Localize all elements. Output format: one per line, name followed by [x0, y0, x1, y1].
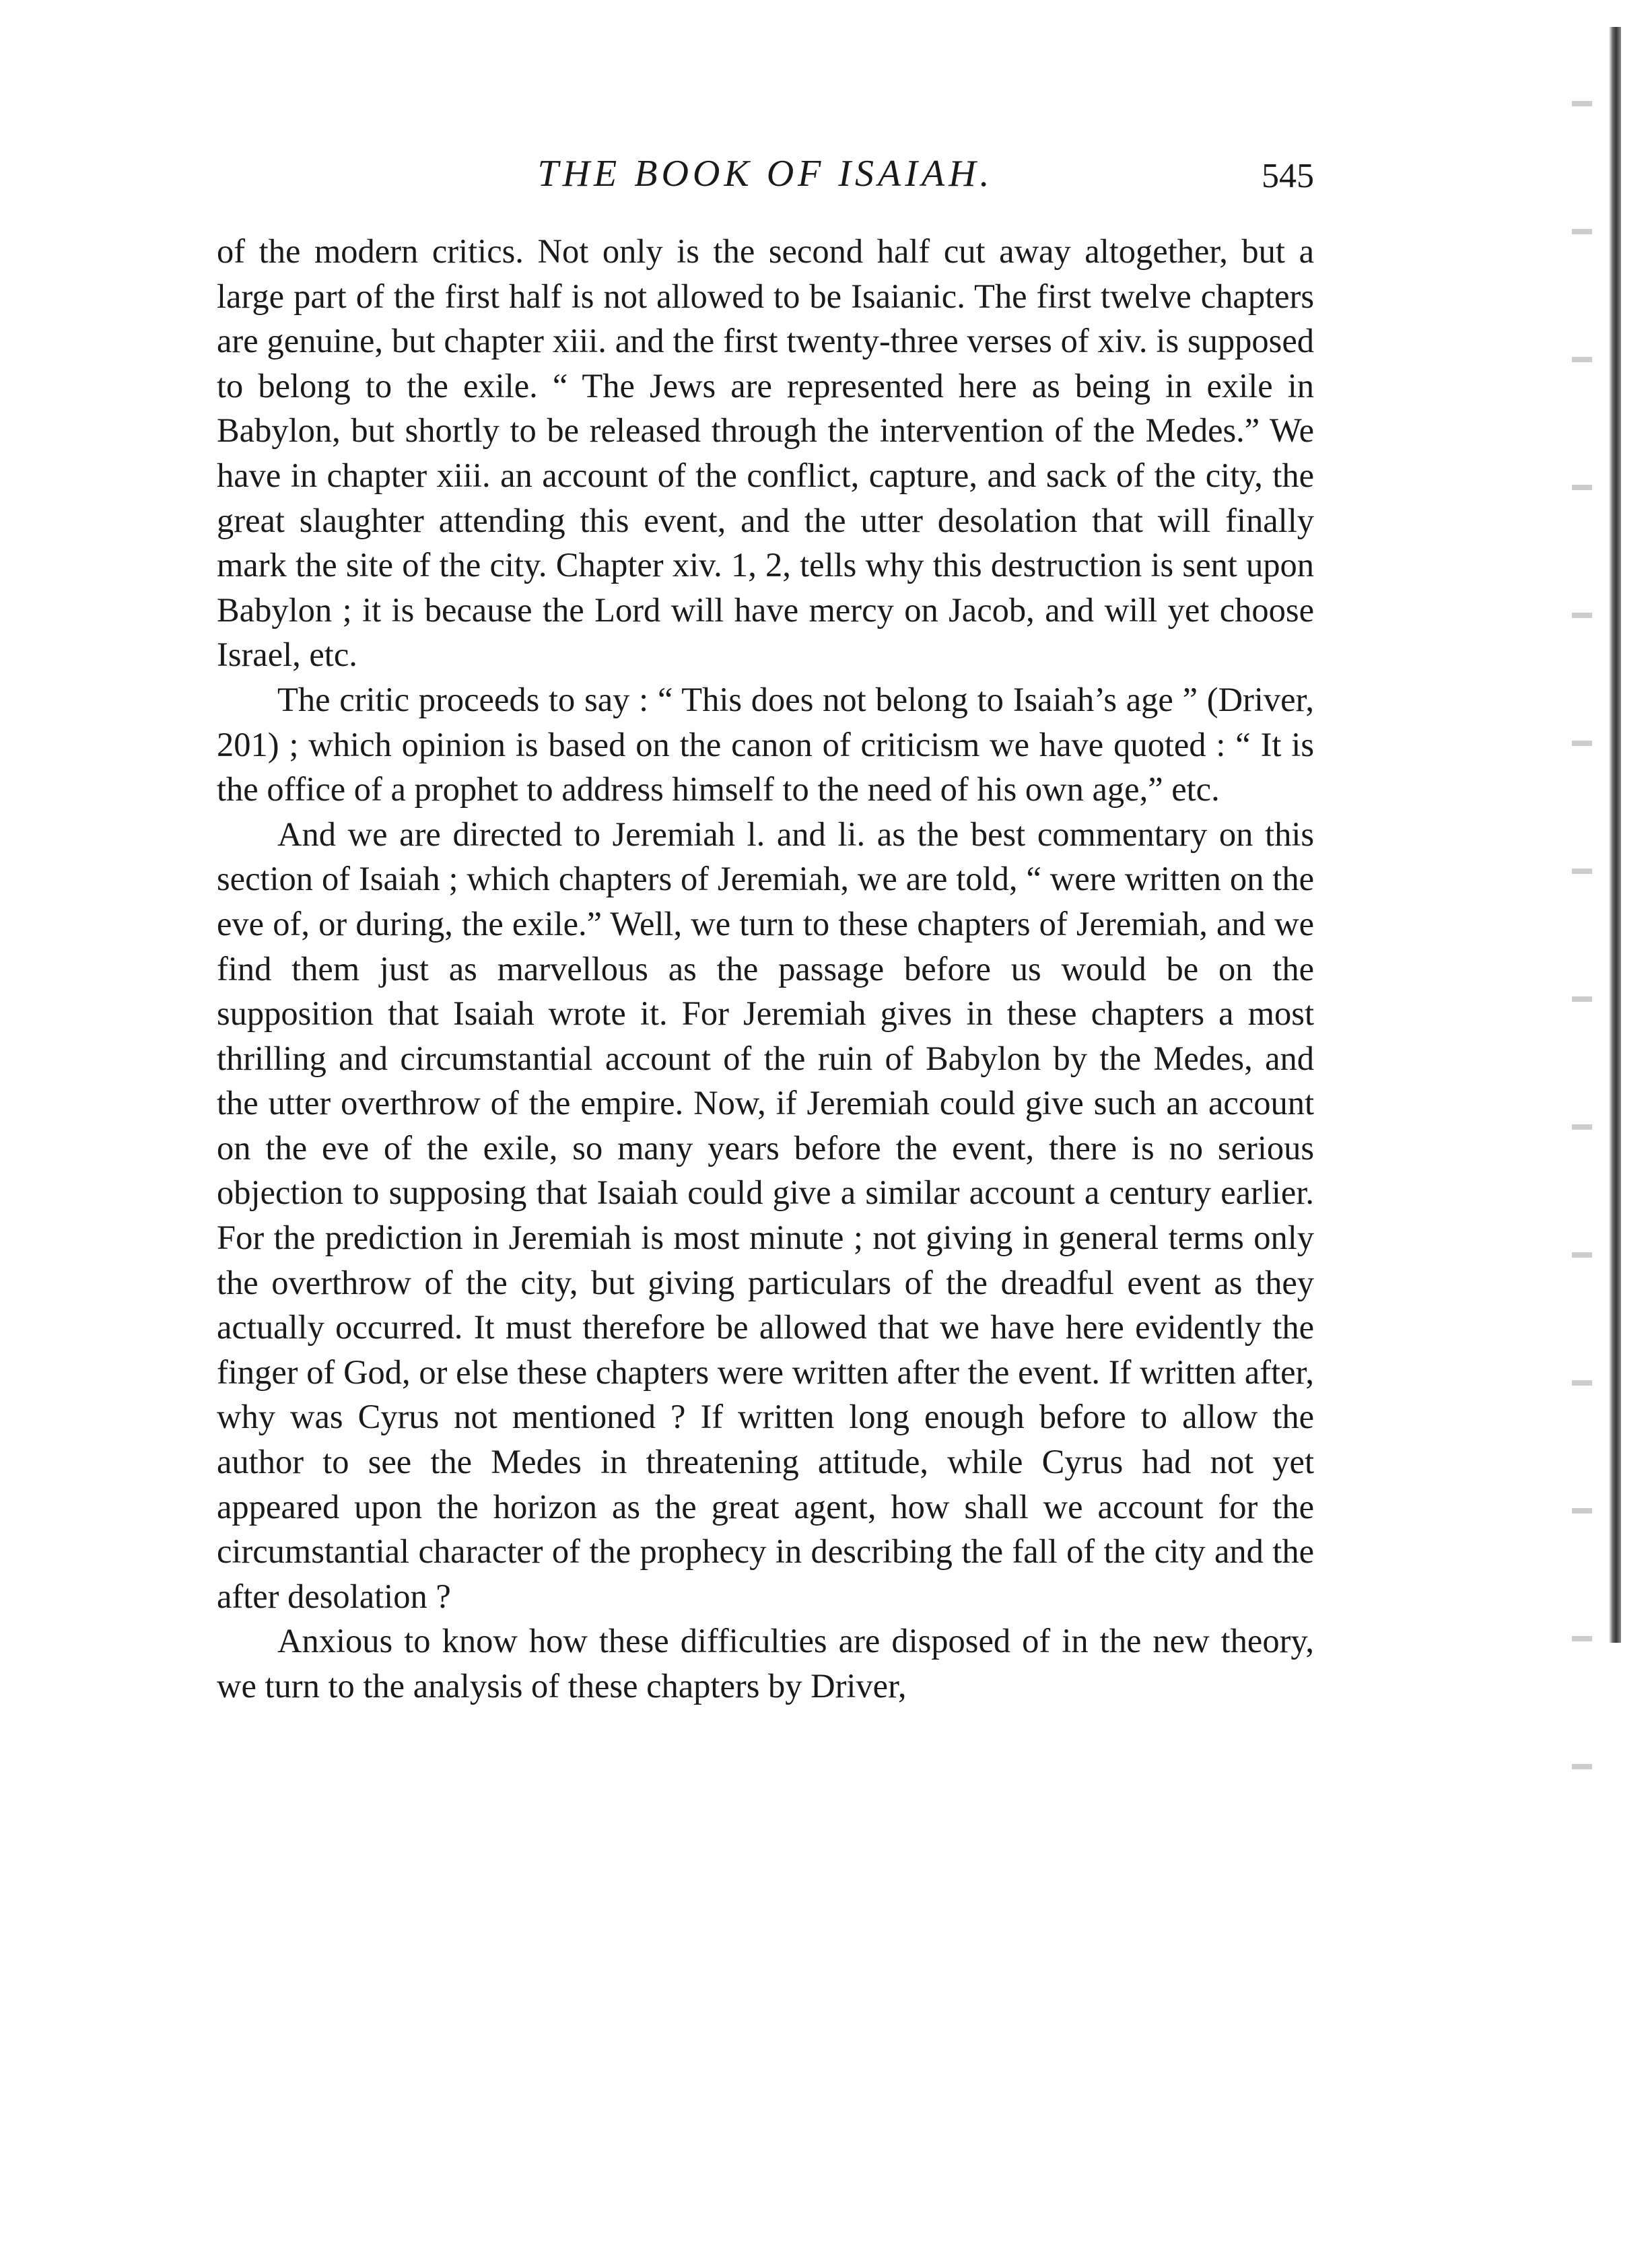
- page-binding-edge: [1609, 27, 1621, 1643]
- paragraph-4: Anxious to know how these difficulties are disposed of in the new theory, we turn to the analysis of these chapters by Driver,: [217, 1622, 1314, 1705]
- paragraph-3: And we are directed to Jeremiah l. and li. as the best commentary on this section of Isaiah ; which chapters of Jeremiah, we are told, “ were written on the eve of, or during, the exile.” Well, we turn to these chapters of Jeremiah, and we find them just as marvellous as the passage before us would be on the supposition that Isaiah wrote it. For Jeremiah gives in these chapters a most thrilling and circumstantial account of the ruin of Babylon by the Medes, and the utter overthrow of the empire. Now, if Jeremiah could give such an account on the eve of the exile, so many years before the event, there is no serious objection to supposing that Isaiah could give a similar account a century earlier. For the prediction in Jeremiah is most minute ; not giving in general terms only the overthrow of the city, but giving particulars of the dreadful event as they actually occurred. It must therefore be allowed that we have here evidently the finger of God, or else these chapters were written after the event. If written after, why was Cyrus not mentioned ? If written long enough before to allow the author to see the Medes in threatening attitude, while Cyrus had not yet appeared upon the horizon as the great agent, how shall we account for the circumstantial character of the prophecy in describing the fall of the city and the after desolation ?: [217, 815, 1314, 1615]
- running-head: [217, 147, 1314, 201]
- running-title: THE BOOK OF ISAIAH.: [537, 153, 994, 195]
- paragraph-1: of the modern critics. Not only is the second half cut away altogether, but a large part of the first half is not allowed to be Isaianic. The first twelve chapters are genuine, but chapter xiii. and the first twenty-three verses of xiv. is supposed to belong to the exile. “ The Jews are represented here as being in exile in Babylon, but shortly to be released through the intervention of the Medes.” We have in chapter xiii. an account of the conflict, capture, and sack of the city, the great slaughter attending this event, and the utter desolation that will finally mark the site of the city. Chapter xiv. 1, 2, tells why this destruction is sent upon Babylon ; it is because the Lord will have mercy on Jacob, and will yet choose Israel, etc.: [217, 232, 1314, 674]
- page-number: 545: [1262, 157, 1314, 195]
- paragraph-2: The critic proceeds to say : “ This does not belong to Isaiah’s age ” (Driver, 201) ; which opinion is based on the canon of criticism we have quoted : “ It is the office of a prophet to address himself to the need of his own age,” etc.: [217, 680, 1314, 809]
- body-text: [217, 229, 1314, 1709]
- binding-marks: [1572, 27, 1592, 1845]
